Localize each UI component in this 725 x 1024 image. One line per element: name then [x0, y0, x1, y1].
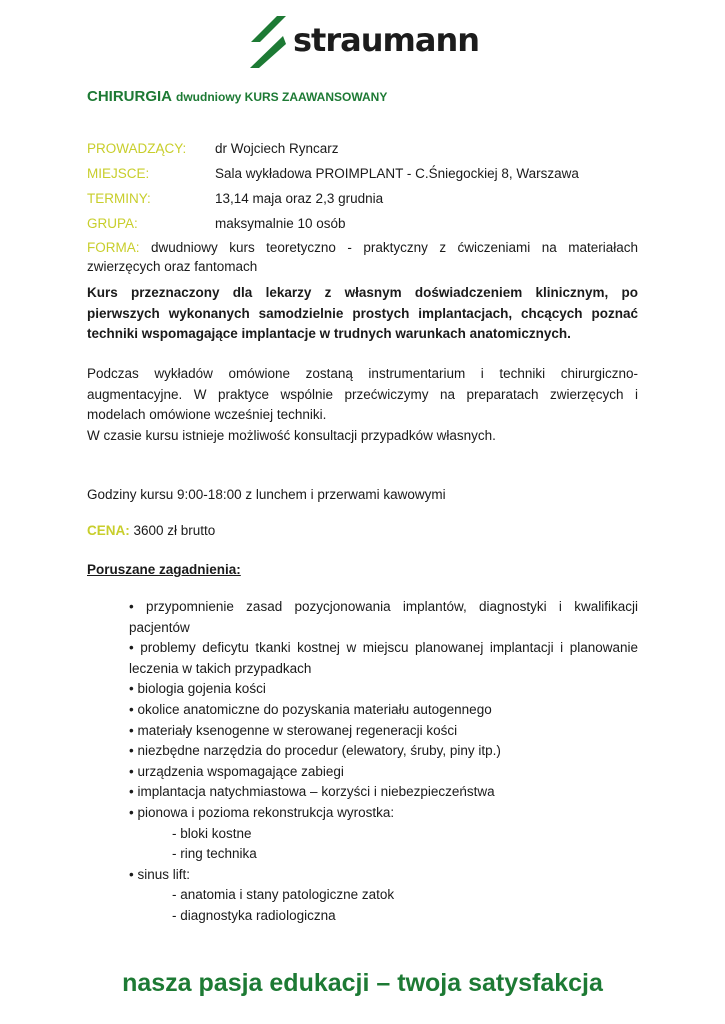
- info-label: TERMINY:: [87, 191, 151, 206]
- list-item: • materiały ksenogenne w sterowanej regeneracji kości: [129, 722, 458, 738]
- straumann-logo-icon: [249, 16, 287, 68]
- info-value: maksymalnie 10 osób: [215, 216, 346, 231]
- price-value: 3600 zł brutto: [129, 523, 216, 538]
- footer-slogan: nasza pasja edukacji – twoja satysfakcja: [122, 969, 603, 997]
- form-paragraph: [87, 238, 638, 276]
- course-heading: [87, 88, 387, 106]
- list-item: • sinus lift:: [129, 866, 190, 882]
- list-item: • przypomnienie zasad pozycjonowania implantów, diagnostyki i kwalifikacji pacjentów: [129, 599, 638, 635]
- list-item: • niezbędne narzędzia do procedur (elewatory, śruby, piny itp.): [129, 743, 501, 759]
- intro-paragraph: Kurs przeznaczony dla lekarzy z własnym doświadczeniem klinicznym, po pierwszych wykonanych samodzielnie prostych implantacjach, chcących poznać techniki wspomagające implantacje w trudnych warunkach anatomicznych.: [87, 285, 638, 341]
- course-hours: Godziny kursu 9:00-18:00 z lunchem i przerwami kawowymi: [87, 487, 446, 502]
- info-value: dr Wojciech Ryncarz: [215, 141, 339, 156]
- heading-sub: dwudniowy KURS ZAAWANSOWANY: [176, 90, 388, 104]
- topics-title: Poruszane zagadnienia:: [87, 562, 241, 577]
- form-value: dwudniowy kurs teoretyczno - praktyczny z ćwiczeniami na materiałach zwierzęcych oraz fantomach: [87, 240, 638, 274]
- list-item: • biologia gojenia kości: [129, 681, 266, 697]
- list-item: • urządzenia wspomagające zabiegi: [129, 763, 344, 779]
- list-item: • pionowa i pozioma rekonstrukcja wyrostka:: [129, 804, 395, 820]
- list-item: • okolice anatomiczne do pozyskania materiału autogennego: [129, 701, 492, 717]
- description-text: Podczas wykładów omówione zostaną instrumentarium i techniki chirurgiczno-augmentacyjne. W praktyce wspólnie przećwiczymy na preparatach zwierzęcych i modelach omówione wcześniej techniki.: [87, 366, 638, 422]
- info-row-place: [87, 166, 579, 182]
- info-label: MIEJSCE:: [87, 166, 150, 181]
- info-row-instructor: [87, 141, 339, 157]
- sub-list-item: - bloki kostne: [172, 825, 252, 841]
- list-item: • implantacja natychmiastowa – korzyści i niebezpieczeństwa: [129, 784, 495, 800]
- list-item: • problemy deficytu tkanki kostnej w miejscu planowanej implantacji i planowanie leczenia w takich przypadkach: [129, 640, 638, 676]
- logo-wordmark: straumann: [293, 21, 479, 59]
- info-row-dates: [87, 191, 383, 207]
- info-value: 13,14 maja oraz 2,3 grudnia: [215, 191, 384, 206]
- consultation-text: W czasie kursu istnieje możliwość konsultacji przypadków własnych.: [87, 427, 496, 443]
- info-row-group: [87, 216, 346, 232]
- straumann-logo: [249, 16, 479, 68]
- form-label: FORMA:: [87, 240, 140, 255]
- price-label: CENA:: [87, 523, 130, 538]
- sub-list-item: - diagnostyka radiologiczna: [172, 907, 336, 923]
- heading-main: CHIRURGIA: [87, 88, 172, 105]
- info-value: Sala wykładowa PROIMPLANT - C.Śniegockiej 8, Warszawa: [215, 166, 579, 181]
- topics-list: [129, 597, 638, 927]
- sub-list-item: - ring technika: [172, 846, 257, 862]
- info-label: GRUPA:: [87, 216, 138, 231]
- sub-list-item: - anatomia i stany patologiczne zatok: [172, 887, 395, 903]
- description-paragraph: [87, 364, 638, 446]
- info-label: PROWADZĄCY:: [87, 141, 187, 156]
- price-line: [87, 523, 215, 539]
